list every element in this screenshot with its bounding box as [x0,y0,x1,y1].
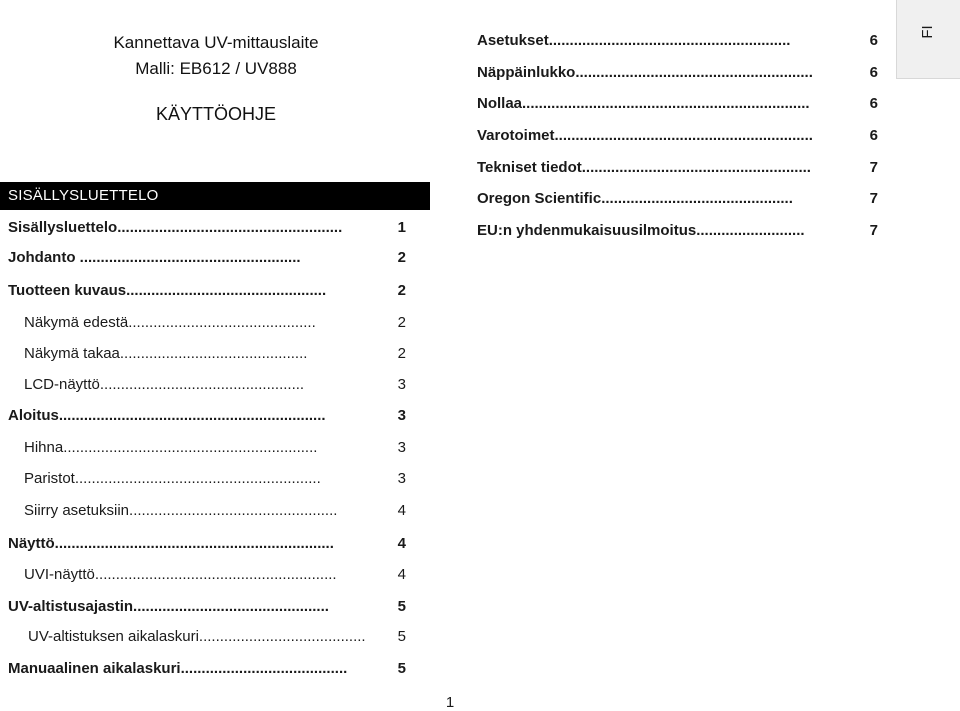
toc-entry-label: Näppäinlukko......................................................... [477,64,813,81]
toc-entry[interactable] [8,659,406,679]
toc-entry[interactable] [477,221,878,241]
toc-entry-label: EU:n yhdenmukaisuusilmoitus.......................... [477,222,805,239]
toc-entry-page: 3 [397,470,406,487]
toc-entry-page: 7 [869,222,878,239]
toc-entry[interactable] [8,218,406,238]
toc-entry[interactable] [24,313,406,333]
product-name: Kannettava UV-mittauslaite [113,33,319,52]
toc-entry[interactable] [28,627,406,647]
manual-title: KÄYTTÖOHJE [155,104,276,124]
toc-entry-page: 7 [869,190,878,207]
toc-entry-label: Tekniset tiedot....................................................... [477,159,811,176]
toc-entry-label: Johdanto ..................................................... [8,249,301,266]
toc-entry-page: 7 [869,159,878,176]
model-number: Malli: EB612 / UV888 [135,59,297,78]
toc-entry-page: 4 [397,502,406,519]
toc-entry-label: Hihna............................................................. [24,439,318,456]
toc-entry[interactable] [24,375,406,395]
toc-entry-page: 6 [869,32,878,49]
toc-entry[interactable] [24,501,406,521]
toc-entry-page: 2 [397,282,406,299]
toc-entry-label: Siirry asetuksiin.................................................. [24,502,338,519]
toc-entry-page: 6 [869,64,878,81]
toc-entry[interactable] [8,281,406,301]
page-number: 1 [445,694,455,711]
toc-entry-label: Oregon Scientific.............................................. [477,190,793,207]
toc-entry-page: 4 [397,566,406,583]
toc-entry[interactable] [8,248,406,268]
toc-entry[interactable] [477,94,878,114]
toc-entry-label: Varotoimet.............................................................. [477,127,813,144]
toc-entry-page: 5 [397,598,406,615]
toc-entry-label: Aloitus................................................................ [8,407,326,424]
toc-entry-label: Näyttö................................................................... [8,535,334,552]
toc-entry-page: 6 [869,127,878,144]
toc-entry-page: 3 [397,407,406,424]
toc-entry[interactable] [8,406,406,426]
toc-entry-page: 2 [397,249,406,266]
toc-entry[interactable] [477,63,878,83]
toc-entry-label: LCD-näyttö................................................. [24,376,305,393]
toc-entry-page: 4 [397,535,406,552]
toc-entry[interactable] [477,126,878,146]
toc-entry-label: Näkymä edestä............................................. [24,314,316,331]
toc-entry-page: 1 [397,219,406,236]
toc-entry-label: Näkymä takaa............................................. [24,345,308,362]
toc-entry[interactable] [477,31,878,51]
toc-entry[interactable] [24,438,406,458]
toc-entry[interactable] [477,158,878,178]
toc-entry-page: 5 [397,660,406,677]
toc-entry-label: UV-altistusajastin............................................... [8,598,329,615]
toc-entry-label: Manuaalinen aikalaskuri........................................ [8,660,348,677]
toc-entry-page: 3 [397,376,406,393]
toc-entry[interactable] [24,344,406,364]
toc-entry[interactable] [477,189,878,209]
toc-entry-page: 2 [397,314,406,331]
section-heading-bar: SISÄLLYSLUETTELO [0,182,430,210]
toc-entry[interactable] [8,597,406,617]
toc-entry[interactable] [8,534,406,554]
toc-entry-label: Sisällysluettelo...................................................... [8,219,343,236]
toc-entry[interactable] [24,565,406,585]
toc-entry-label: Tuotteen kuvaus................................................ [8,282,327,299]
toc-entry-label: UV-altistuksen aikalaskuri........................................ [28,628,366,645]
toc-entry[interactable] [24,469,406,489]
toc-entry-page: 6 [869,95,878,112]
toc-entry-label: Asetukset.......................................................... [477,32,791,49]
language-tab-label: FI [919,25,936,39]
toc-entry-label: Nollaa..................................................................... [477,95,810,112]
toc-entry-label: Paristot........................................................... [24,470,321,487]
toc-entry-label: UVI-näyttö.......................................................... [24,566,337,583]
toc-entry-page: 2 [397,345,406,362]
toc-entry-page: 5 [397,628,406,645]
toc-entry-page: 3 [397,439,406,456]
